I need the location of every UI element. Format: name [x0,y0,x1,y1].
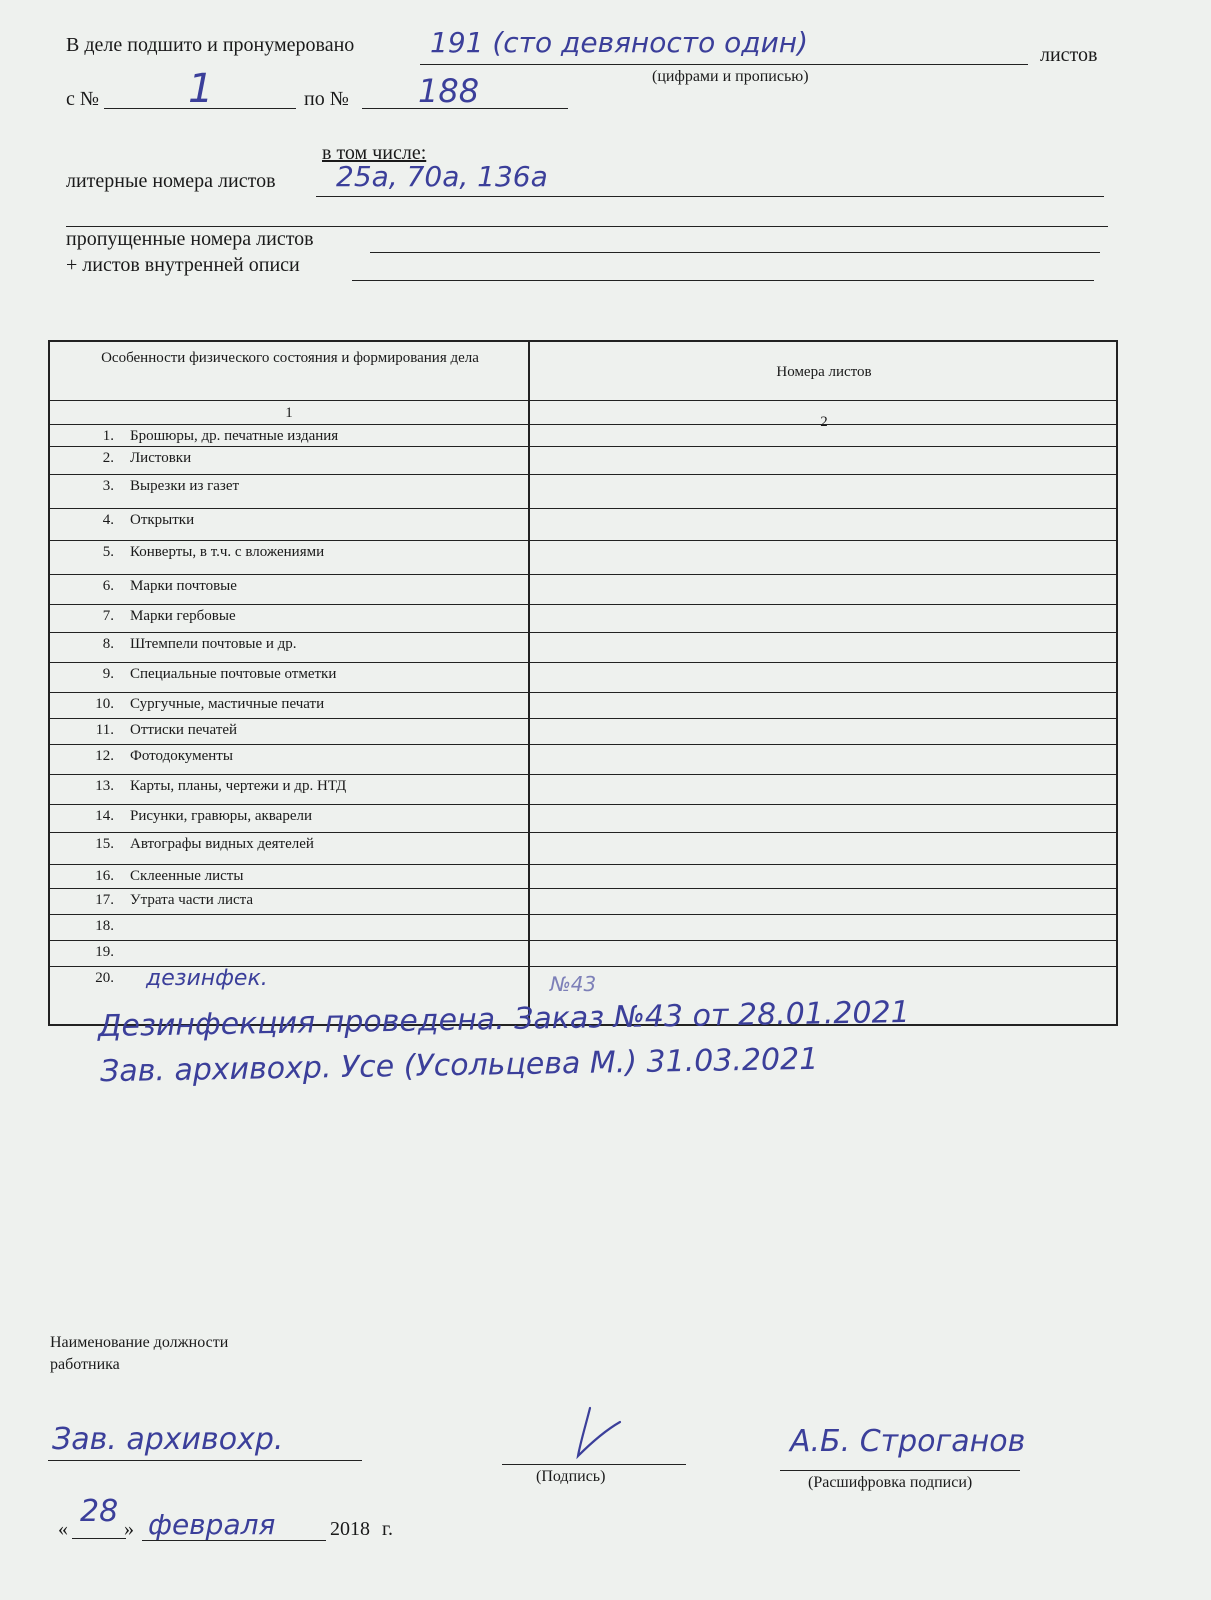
table-row-divider [50,692,1116,693]
table-row-divider [50,888,1116,889]
table-row-number: 3. [102,478,114,494]
sheet-count-handwritten: 191 (сто девяносто один) [430,26,809,59]
date-day-handwritten: 28 [80,1494,119,1529]
decoding-caption: (Расшифровка подписи) [808,1474,973,1491]
table-row-number: 2. [102,450,114,466]
table-row-number: 19. [95,944,114,960]
date-quote-close: » [124,1518,134,1540]
table-row-label: Склеенные листы [130,868,244,884]
table-row-number: 7. [102,608,114,624]
caption-digits-words: (цифрами и прописью) [652,68,809,85]
row20-col2-handwritten: №43 [550,972,597,996]
table-row-number: 10. [95,696,114,712]
table-row-divider [50,804,1116,805]
table-row-number: 17. [95,892,114,908]
table-row-number: 5. [102,544,114,560]
table-row-label: Оттиски печатей [130,722,238,738]
letter-numbers-label: литерные номера листов [66,170,276,192]
missing-numbers-label: пропущенные номера листов [66,228,314,250]
col2-number: 2 [820,414,828,430]
table-row-label: Рисунки, гравюры, акварели [130,808,313,824]
blank-line [66,226,1108,227]
col2-header: Номера листов [776,364,872,380]
date-quote-open: « [58,1518,68,1540]
date-year-suffix: г. [382,1518,393,1540]
table-row-label: Автографы видных деятелей [130,836,314,852]
signature-mark [560,1404,630,1466]
table-row-divider [50,446,1116,447]
table-row-divider [50,774,1116,775]
from-label: с № [66,88,99,110]
position-label: Наименование должности работника [50,1334,229,1373]
table-row-divider [50,540,1116,541]
table-row-number: 20. [95,970,114,986]
table-row-label: Марки гербовые [130,608,236,624]
signature-underline [502,1464,686,1465]
table-row-divider [50,662,1116,663]
table-row-label: Сургучные, мастичные печати [130,696,325,712]
letter-numbers-handwritten: 25а, 70а, 136а [336,160,548,193]
date-month-underline [142,1540,326,1541]
table-row-divider [50,914,1116,915]
table-column-divider [528,342,530,1024]
table-row-number: 12. [95,748,114,764]
to-number-handwritten: 188 [418,72,480,110]
table-row-label: Конверты, в т.ч. с вложениями [130,544,325,560]
table-row-divider [50,474,1116,475]
signature-caption: (Подпись) [536,1468,606,1485]
date-day-underline [72,1538,126,1539]
inner-inventory-label: + листов внутренней описи [66,254,300,276]
line1-prefix: В деле подшито и пронумеровано [66,34,355,56]
table-row-divider [50,574,1116,575]
table-row-label: Штемпели почтовые и др. [130,636,297,652]
date-month-handwritten: февраля [148,1508,276,1541]
table-row-label: Утрата части листа [130,892,254,908]
table-row-divider [50,940,1116,941]
table-row-label: Карты, планы, чертежи и др. НТД [130,778,347,794]
position-underline [48,1460,362,1461]
disinfection-note-line2: Зав. архивохр. Усе (Усольцева М.) 31.03.2021 [99,1041,819,1090]
table-row-divider [50,424,1116,425]
table-row-number: 9. [102,666,114,682]
letter-numbers-underline [316,196,1104,197]
table-row-number: 15. [95,836,114,852]
table-row-number: 11. [95,722,114,738]
table-row-label: Листовки [130,450,192,466]
disinfection-note-line1: Дезинфекция проведена. Заказ №43 от 28.01.2021 [97,994,911,1045]
table-row-number: 14. [95,808,114,824]
missing-numbers-underline [370,252,1100,253]
physical-state-table [48,340,1118,1026]
row20-handwritten: дезинфек. [146,966,268,991]
col1-header: Особенности физического состояния и формирования дела [101,350,479,366]
table-row-number: 8. [102,636,114,652]
table-row-label: Специальные почтовые отметки [130,666,337,682]
table-row-label: Марки почтовые [130,578,237,594]
table-row-divider [50,718,1116,719]
table-row-number: 16. [95,868,114,884]
including-label: в том числе: [322,142,427,164]
decoding-underline [780,1470,1020,1471]
decoding-handwritten: А.Б. Строганов [790,1424,1026,1459]
table-row-divider [50,864,1116,865]
table-row-label: Открытки [130,512,195,528]
table-row-divider [50,832,1116,833]
to-label: по № [304,88,349,110]
line1-suffix: листов [1040,44,1098,66]
table-row-divider [50,632,1116,633]
table-row-number: 4. [102,512,114,528]
date-year: 2018 [330,1518,370,1540]
table-row-label: Фотодокументы [130,748,233,764]
col1-number: 1 [285,405,293,421]
position-handwritten: Зав. архивохр. [52,1422,284,1457]
table-row-divider [50,508,1116,509]
sheet-count-underline [420,64,1028,65]
inner-inventory-underline [352,280,1094,281]
table-row-divider [50,744,1116,745]
table-row-number: 6. [102,578,114,594]
from-number-handwritten: 1 [188,66,214,112]
table-row-divider [50,604,1116,605]
table-row-label: Вырезки из газет [130,478,240,494]
table-row-number: 18. [95,918,114,934]
table-row-label: Брошюры, др. печатные издания [130,428,339,444]
table-row-number: 13. [95,778,114,794]
table-row-number: 1. [102,428,114,444]
